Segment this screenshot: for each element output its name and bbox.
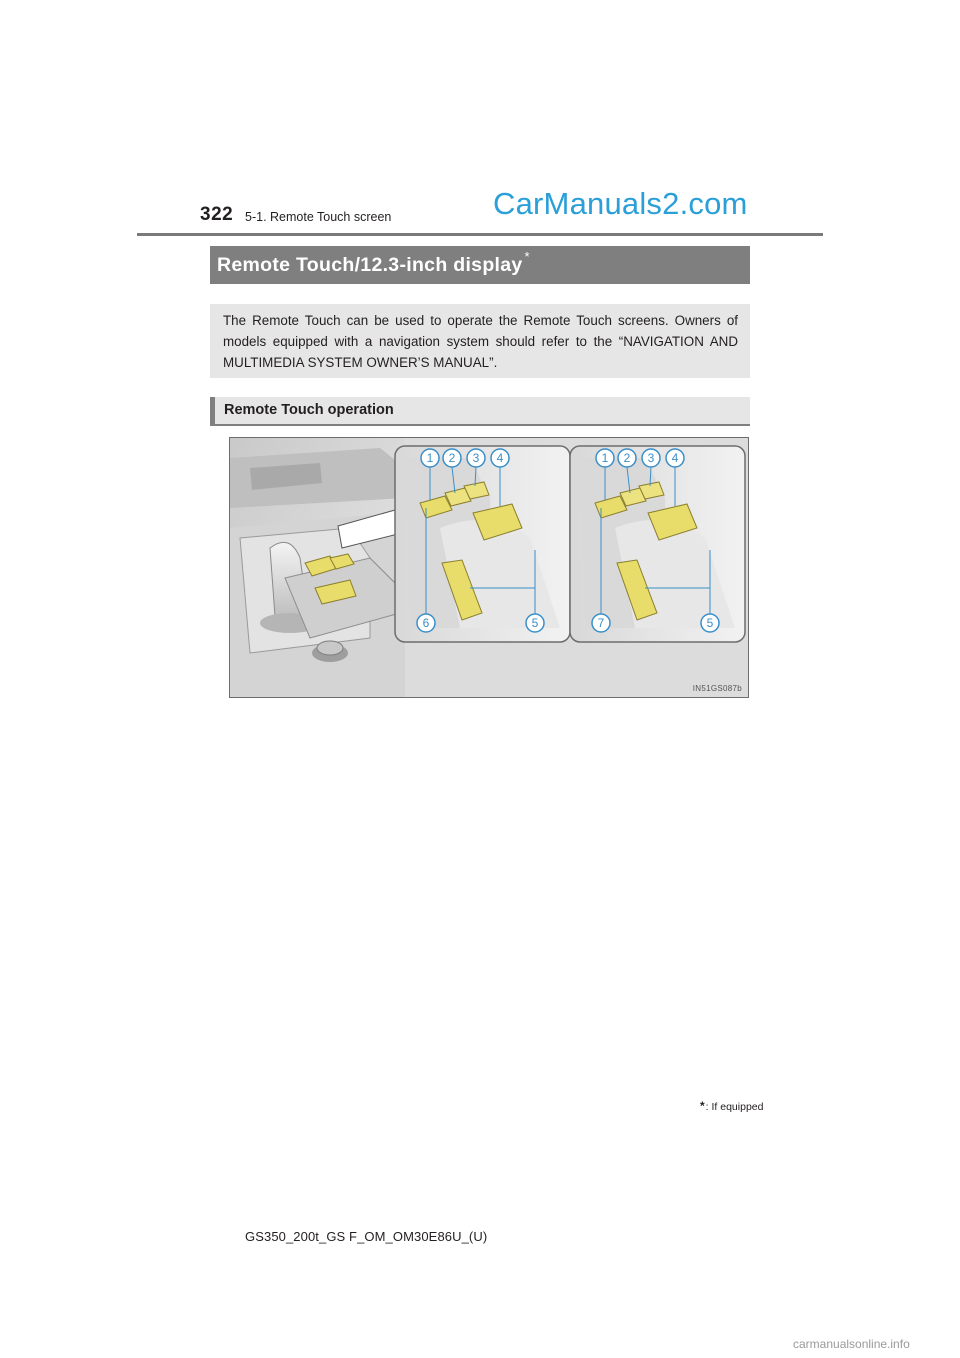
- zoom-panel-left: [395, 446, 570, 642]
- title-bar: [210, 246, 750, 284]
- console-scene: [230, 438, 405, 697]
- callout-3-right-label: 3: [647, 451, 655, 465]
- page-number: 322: [200, 204, 234, 225]
- page-title-text: Remote Touch/12.3-inch display: [217, 254, 523, 276]
- if-equipped-marker: *: [524, 249, 530, 264]
- callout-6-label: 6: [422, 616, 430, 630]
- footnote-text: : If equipped: [705, 1101, 764, 1113]
- callout-5-right-label: 5: [706, 616, 714, 630]
- callout-3-label: 3: [472, 451, 480, 465]
- watermark-bottom[interactable]: carmanualsonline.info: [793, 1337, 910, 1351]
- watermark-top[interactable]: CarManuals2.com: [493, 186, 748, 221]
- callout-5-label: 5: [531, 616, 539, 630]
- document-id: GS350_200t_GS F_OM_OM30E86U_(U): [245, 1229, 488, 1244]
- callout-7-label: 7: [597, 616, 605, 630]
- footnote: [700, 1099, 763, 1113]
- page-title: [217, 249, 530, 277]
- header-rule: [137, 233, 823, 236]
- callout-2-label: 2: [448, 451, 456, 465]
- subsection-label: Remote Touch operation: [224, 402, 394, 418]
- zoom-panel-right: [570, 446, 745, 642]
- figure-id: IN51GS087b: [692, 684, 742, 693]
- callout-4-right-label: 4: [671, 451, 679, 465]
- footnote-marker: *: [700, 1099, 705, 1113]
- section-label: 5-1. Remote Touch screen: [245, 210, 392, 224]
- subsection-heading: [210, 397, 750, 426]
- intro-text: The Remote Touch can be used to operate the Remote Touch screens. Owners of models equipped with a navigation system should refer to the “NAVIGATION AND MULTIMEDIA SYSTEM OWNER’S MANUAL”.: [223, 313, 738, 370]
- callout-1-right-label: 1: [601, 451, 609, 465]
- illustration-svg: [230, 438, 748, 697]
- callout-1-label: 1: [426, 451, 434, 465]
- remote-touch-illustration: [229, 437, 749, 698]
- intro-box: [210, 304, 750, 378]
- callout-4-label: 4: [496, 451, 504, 465]
- callout-2-right-label: 2: [623, 451, 631, 465]
- subsection-accent: [210, 397, 215, 424]
